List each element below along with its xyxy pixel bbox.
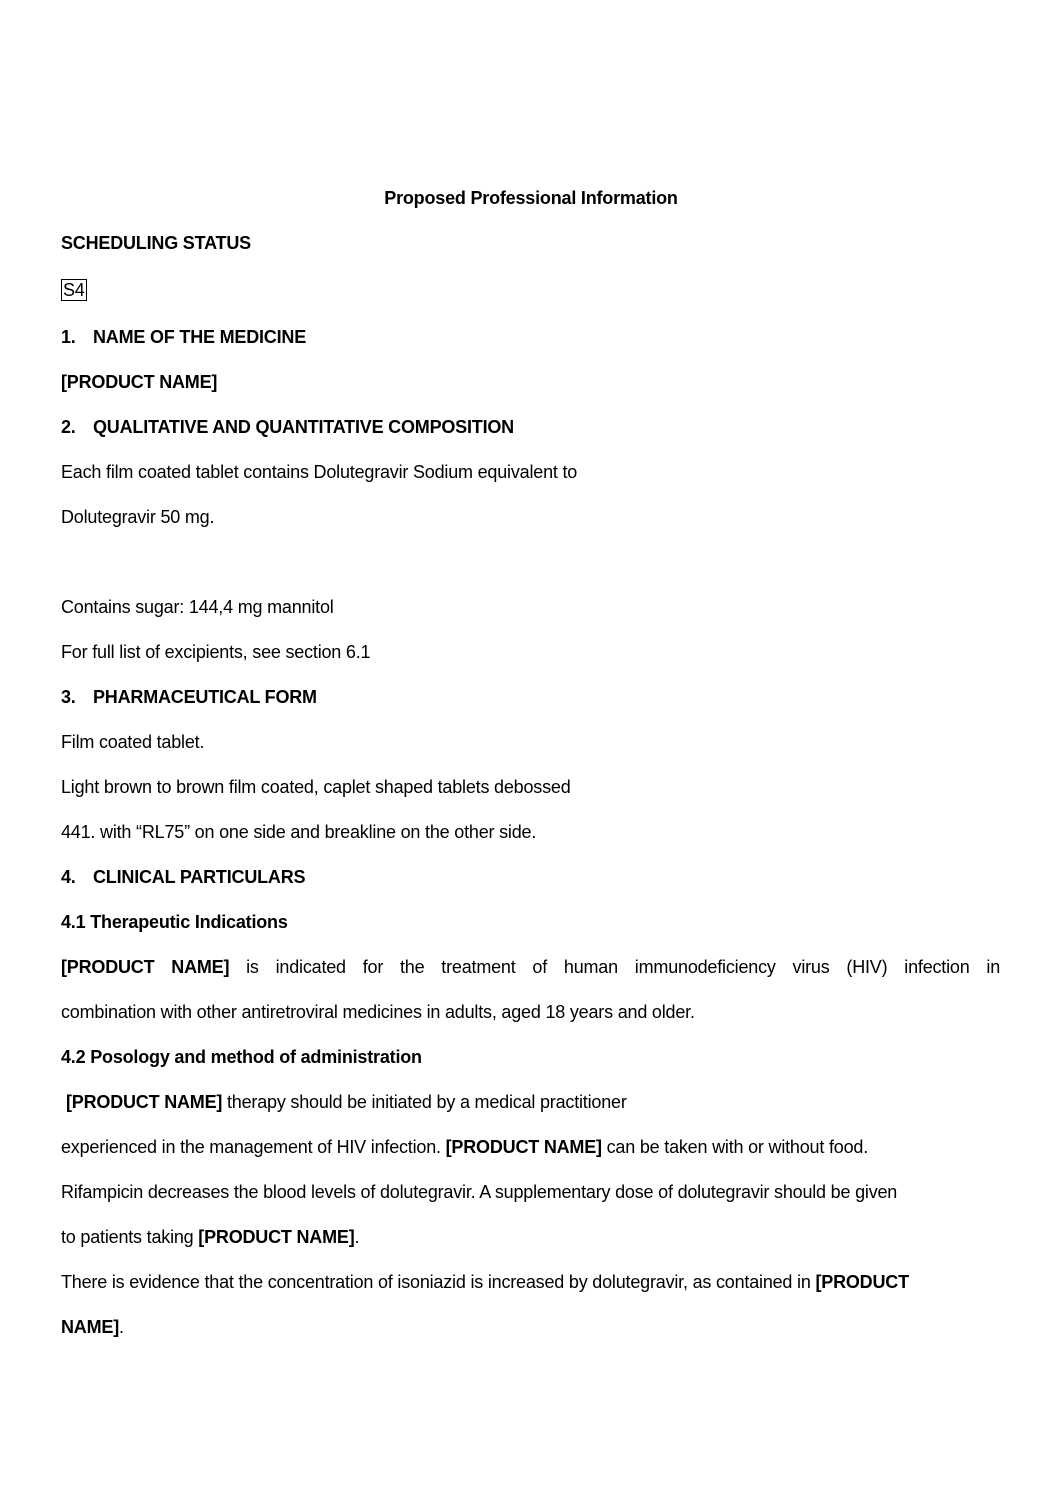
section-3-heading [61, 686, 317, 708]
pharmaceutical-form: Film coated tablet. [61, 732, 205, 752]
section-4-heading [61, 866, 305, 888]
posology-text: experienced in the management of HIV infection. [61, 1137, 446, 1157]
product-name: [PRODUCT NAME] [61, 957, 230, 977]
posology-line-6 [61, 1316, 124, 1338]
posology-line-2 [61, 1136, 868, 1158]
sugar-content: Contains sugar: 144,4 mg mannitol [61, 597, 334, 617]
posology-line-1 [66, 1091, 627, 1113]
section-number: 1. [61, 327, 76, 347]
composition-line-2: Dolutegravir 50 mg. [61, 507, 215, 527]
section-title: QUALITATIVE AND QUANTITATIVE COMPOSITION [93, 417, 514, 437]
subsection-4-1-heading: 4.1 Therapeutic Indications [61, 912, 288, 932]
subsection-4-2-heading: 4.2 Posology and method of administration [61, 1047, 422, 1067]
posology-line-3: Rifampicin decreases the blood levels of dolutegravir. A supplementary dose of dolutegravir should be given [61, 1182, 898, 1202]
posology-line-4 [61, 1226, 359, 1248]
product-name: NAME] [61, 1317, 119, 1337]
posology-text: therapy should be initiated by a medical practitioner [222, 1092, 627, 1112]
posology-text: There is evidence that the concentration of isoniazid is increased by dolutegravir, as contained in [61, 1272, 816, 1292]
tablet-description-1: Light brown to brown film coated, caplet shaped tablets debossed [61, 777, 571, 797]
schedule-code: S4 [63, 280, 85, 300]
composition-line-1: Each film coated tablet contains Dolutegravir Sodium equivalent to [61, 462, 578, 482]
section-title: CLINICAL PARTICULARS [93, 867, 306, 887]
section-number: 2. [61, 417, 76, 437]
section-1-heading [61, 326, 306, 348]
excipients-reference: For full list of excipients, see section 6.1 [61, 642, 371, 662]
posology-line-5 [61, 1271, 909, 1293]
document-title: Proposed Professional Information [384, 188, 678, 208]
product-name: [PRODUCT NAME] [445, 1137, 602, 1157]
indications-text: is indicated for the treatment of human immunodeficiency virus (HIV) infection in [229, 957, 1001, 977]
product-name: [PRODUCT [815, 1272, 909, 1292]
section-number: 3. [61, 687, 76, 707]
product-name: [PRODUCT NAME] [61, 372, 218, 392]
tablet-description-2: 441. with “RL75” on one side and breakline on the other side. [61, 822, 537, 842]
posology-text: can be taken with or without food. [601, 1137, 868, 1157]
scheduling-status-heading: SCHEDULING STATUS [61, 233, 251, 253]
section-title: PHARMACEUTICAL FORM [93, 687, 317, 707]
section-title: NAME OF THE MEDICINE [93, 327, 307, 347]
schedule-box [61, 279, 87, 301]
posology-text: . [119, 1317, 124, 1337]
product-name: [PRODUCT NAME] [66, 1092, 223, 1112]
posology-text: . [354, 1227, 360, 1247]
section-number: 4. [61, 867, 76, 887]
indications-line-2: combination with other antiretroviral medicines in adults, aged 18 years and older. [61, 1002, 695, 1022]
section-2-heading [61, 416, 514, 438]
posology-text: to patients taking [61, 1227, 199, 1247]
indications-line-1 [61, 956, 1000, 978]
product-name: [PRODUCT NAME] [198, 1227, 355, 1247]
